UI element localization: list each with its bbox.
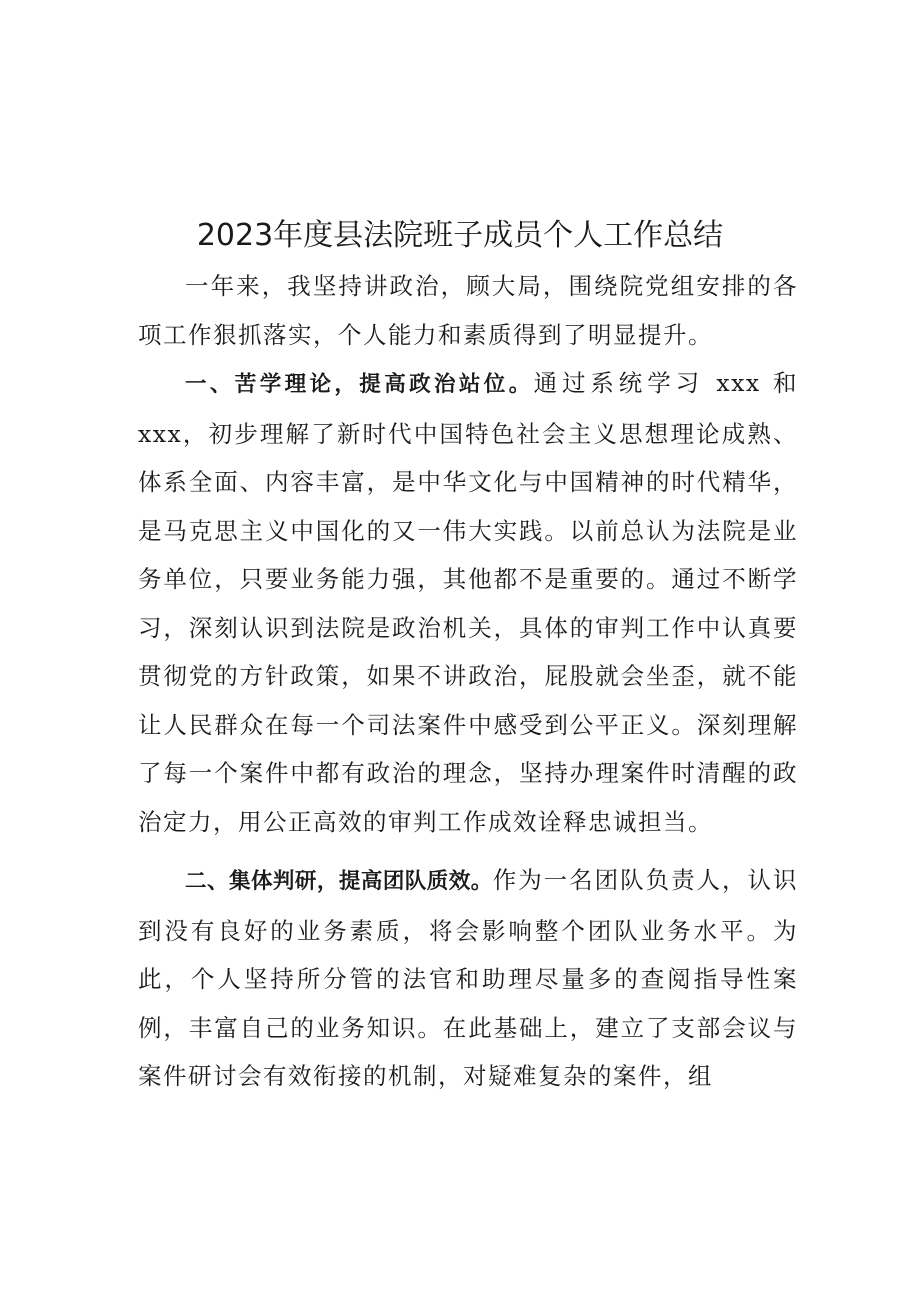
document-title: 2023年度县法院班子成员个人工作总结 bbox=[196, 218, 724, 253]
intro-paragraph: 一年来，我坚持讲政治，顾大局，围绕院党组安排的各项工作狠抓落实，个人能力和素质得到了明显提升。 bbox=[138, 272, 798, 349]
section-body: 作为一名团队负责人，认识到没有良好的业务素质，将会影响整个团队业务水平。为此，个人坚持所分管的法官和助理尽量多的查阅指导性案例，丰富自己的业务知识。在此基础上，建立了支部会议与案件研讨会有效衔接的机制，对疑难复杂的案件，组 bbox=[138, 866, 798, 1090]
section-paragraph bbox=[138, 359, 798, 846]
section-paragraph bbox=[138, 856, 798, 1101]
document-body bbox=[138, 262, 798, 1101]
section-body: 通过系统学习 xxx 和 xxx，初步理解了新时代中国特色社会主义思想理论成熟、体系全面、内容丰富，是中华文化与中国精神的时代精华，是马克思主义中国化的又一伟大实践。以前总认为法院是业务单位，只要业务能力强，其他都不是重要的。通过不断学习，深刻认识到法院是政治机关，具体的审判工作中认真要贯彻党的方针政策，如果不讲政治，屁股就会坐歪，就不能让人民群众在每一个司法案件中感受到公平正义。深刻理解了每一个案件中都有政治的理念，坚持办理案件时清醒的政治定力，用公正高效的审判工作成效诠释忠诚担当。 bbox=[138, 369, 798, 836]
section-heading: 一、苦学理论，提高政治站位。 bbox=[185, 372, 534, 397]
section-heading: 二、集体判研，提高团队质效。 bbox=[185, 869, 493, 894]
